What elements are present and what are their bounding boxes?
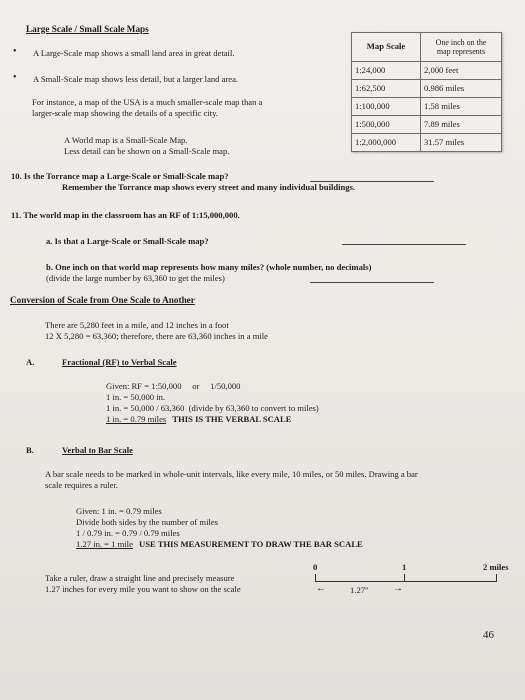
bullet-large-scale: A Large-Scale map shows a small land area in great detail. [33, 48, 235, 58]
world-map-line-2: Less detail can be shown on a Small-Scale map. [64, 146, 230, 156]
question-11a-text: a. Is that a Large-Scale or Small-Scale map? [46, 236, 209, 246]
header-line-1: One inch on the [435, 37, 487, 47]
bar-scale-tick-2-label: 2 miles [483, 562, 509, 572]
example-line-2: larger-scale map showing the details of a specific city. [32, 108, 218, 118]
table-cell-scale: 1:100,000 [352, 98, 421, 116]
bar-scale-measure: 1.27 in. = 1 mile [76, 539, 133, 549]
header-line-2: map represents [436, 47, 486, 56]
table-cell-represents: 7.89 miles [421, 116, 502, 134]
bar-scale-line [315, 581, 497, 582]
section-b-step-2: 1 / 0.79 in. = 0.79 / 0.79 miles [76, 528, 180, 538]
table-cell-represents: 0.986 miles [421, 80, 502, 98]
conversion-text: 12 X 5,280 = 63,360; therefore, there are 63,360 inches in a mile [45, 331, 268, 341]
verbal-scale-result: 1 in. = 0.79 miles [106, 414, 167, 424]
ruler-instruction-line-1: Take a ruler, draw a straight line and precisely measure [45, 573, 235, 583]
table-row [352, 116, 502, 134]
section-a-title: Fractional (RF) to Verbal Scale [62, 357, 177, 367]
section-b-given: Given: 1 in. = 0.79 miles [76, 506, 162, 516]
table-row [352, 62, 502, 80]
verbal-scale-label: THIS IS THE VERBAL SCALE [172, 414, 292, 424]
bar-scale-tick-1-label: 1 [402, 562, 407, 572]
table-row [352, 80, 502, 98]
section-a-step-1: 1 in. = 50,000 in. [106, 392, 166, 402]
bar-scale-instruction: USE THIS MEASUREMENT TO DRAW THE BAR SCALE [139, 539, 363, 549]
question-11b-answer-blank[interactable] [310, 282, 434, 283]
section-b-step-1: Divide both sides by the number of miles [76, 517, 219, 527]
question-10-hint: Remember the Torrance map shows every street and many individual buildings. [62, 182, 356, 192]
table-cell-scale: 1:24,000 [352, 62, 421, 80]
question-11b-text: b. One inch on that world map represents how many miles? (whole number, no decimals) [46, 262, 372, 272]
left-arrow-icon: ← [316, 583, 326, 594]
conversion-line-1: There are 5,280 feet in a mile, and 12 inches in a foot [45, 320, 229, 330]
section-b-title: Verbal to Bar Scale [62, 445, 133, 455]
table-header-row [352, 33, 502, 62]
question-11b-hint: (divide the large number by 63,360 to get the miles) [46, 273, 225, 283]
bar-scale-tick-0-label: 0 [313, 562, 318, 572]
example-line-1: For instance, a map of the USA is a much smaller-scale map than a [32, 97, 263, 107]
right-arrow-icon: → [393, 583, 403, 594]
table-header-map-scale: Map Scale [352, 33, 421, 62]
bar-scale-measure-label: 1.27" [350, 585, 369, 595]
map-scale-table [351, 32, 502, 152]
table-row [352, 98, 502, 116]
table-cell-scale: 1:500,000 [352, 116, 421, 134]
section-b-intro-line-2: scale requires a ruler. [45, 480, 119, 490]
conversion-heading: Conversion of Scale from One Scale to Another [10, 295, 195, 305]
conversion-line-2 [45, 331, 268, 341]
table-cell-scale: 1:62,500 [352, 80, 421, 98]
table-cell-represents: 2,000 feet [421, 62, 502, 80]
section-a-step-2: 1 in. = 50,000 / 63,360 (divide by 63,360 to convert to miles) [106, 403, 319, 413]
section-b-step-3 [76, 539, 363, 549]
bullet-dot: • [13, 72, 17, 83]
section-b-letter: B. [26, 445, 34, 455]
section-a-step-3 [106, 414, 291, 424]
table-cell-scale: 1:2,000,000 [352, 134, 421, 152]
bullet-dot: • [13, 46, 17, 57]
section-a-letter: A. [26, 357, 35, 367]
ruler-instruction-line-2: 1.27 inches for every mile you want to show on the scale [45, 584, 241, 594]
question-11a-answer-blank[interactable] [342, 244, 466, 245]
section-b-intro-line-1: A bar scale needs to be marked in whole-unit intervals, like every mile, 10 miles, or 50 miles. Drawing a bar [45, 469, 418, 479]
section-heading-large-small-scale: Large Scale / Small Scale Maps [26, 24, 149, 34]
table-row [352, 134, 502, 152]
page-number: 46 [483, 629, 494, 641]
table-cell-represents: 1.58 miles [421, 98, 502, 116]
section-a-given: Given: RF = 1:50,000 or 1/50,000 [106, 381, 241, 391]
table-header-represents [421, 33, 502, 62]
world-map-line-1: A World map is a Small-Scale Map. [64, 135, 188, 145]
bullet-small-scale: A Small-Scale map shows less detail, but a larger land area. [33, 74, 239, 84]
question-11-text: 11. The world map in the classroom has an RF of 1:15,000,000. [11, 210, 240, 220]
table-cell-represents: 31.57 miles [421, 134, 502, 152]
question-10-text: 10. Is the Torrance map a Large-Scale or Small-Scale map? [11, 171, 229, 181]
